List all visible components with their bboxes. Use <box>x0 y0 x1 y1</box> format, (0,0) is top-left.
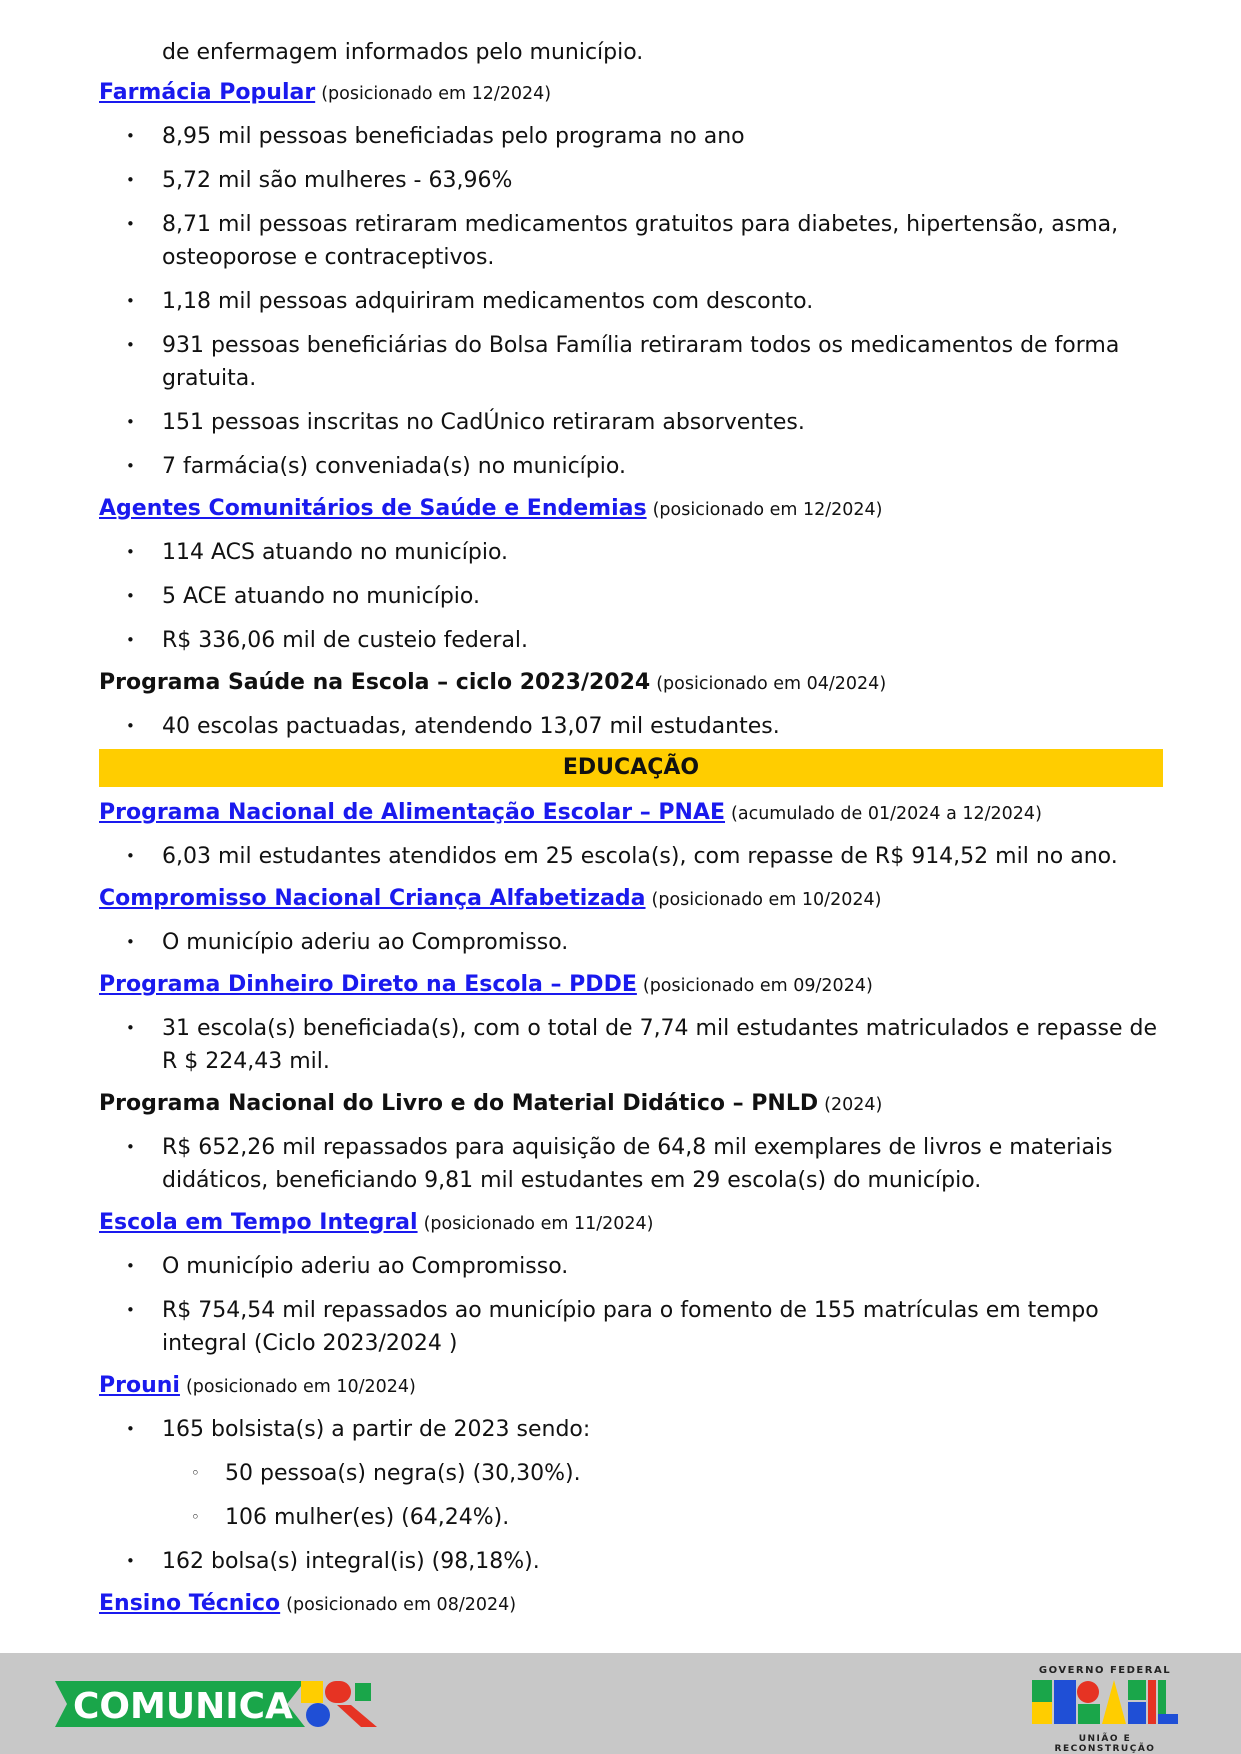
list-item: • 7 farmácia(s) conveniada(s) no município. <box>99 450 1163 483</box>
logo-red-leg <box>337 1705 377 1727</box>
section-note: (posicionado em 08/2024) <box>286 1595 517 1615</box>
logo-green-block <box>355 1683 371 1701</box>
logo-text: COMUNICA <box>73 1686 293 1727</box>
section-note: (posicionado em 12/2024) <box>321 84 552 104</box>
gov-top-text: GOVERNO FEDERAL <box>1038 1665 1172 1676</box>
continued-text: de enfermagem informados pelo município. <box>162 40 644 65</box>
link-escola-tempo-integral[interactable]: Escola em Tempo Integral <box>99 1210 418 1235</box>
link-farmacia-popular[interactable]: Farmácia Popular <box>99 80 316 105</box>
section-note: (posicionado em 10/2024) <box>651 890 882 910</box>
list-item: • 8,71 mil pessoas retiraram medicamentos gratuitos para diabetes, hipertensão, asma, osteoporose e contraceptivos. <box>99 208 1163 274</box>
bullet-list-eti <box>99 1250 1163 1360</box>
sub-list-item: ◦ 106 mulher(es) (64,24%). <box>162 1501 1163 1534</box>
bullet-list-farmacia <box>99 120 1163 483</box>
section-heading-tempo-integral <box>99 1208 1163 1239</box>
list-item: • 151 pessoas inscritas no CadÚnico retiraram absorventes. <box>99 406 1163 439</box>
section-note: (acumulado de 01/2024 a 12/2024) <box>731 804 1042 824</box>
section-band-educacao: EDUCAÇÃO <box>99 749 1163 787</box>
bullet-list-cnca <box>99 926 1163 959</box>
brasil-block <box>1128 1702 1146 1724</box>
section-heading-pdde <box>99 970 1163 1001</box>
brasil-block <box>1054 1680 1076 1724</box>
list-item: • 5,72 mil são mulheres - 63,96% <box>99 164 1163 197</box>
section-heading-agentes <box>99 494 1163 525</box>
list-item: • 1,18 mil pessoas adquiriram medicamentos com desconto. <box>99 285 1163 318</box>
list-item: • O município aderiu ao Compromisso. <box>99 926 1163 959</box>
logo-red-block <box>325 1681 351 1703</box>
section-note: (posicionado em 09/2024) <box>642 976 873 996</box>
bullet-list-agentes <box>99 536 1163 657</box>
list-item: • 40 escolas pactuadas, atendendo 13,07 mil estudantes. <box>99 710 1163 743</box>
bullet-list-pdde <box>99 1012 1163 1078</box>
brasil-block <box>1032 1680 1052 1702</box>
sub-list <box>162 1457 1163 1534</box>
link-prouni[interactable]: Prouni <box>99 1373 180 1398</box>
bullet-list-pnae <box>99 840 1163 873</box>
page-footer <box>0 1653 1241 1754</box>
list-item: • 31 escola(s) beneficiada(s), com o total de 7,74 mil estudantes matriculados e repasse de R $ 224,43 mil. <box>99 1012 1163 1078</box>
document-body <box>99 36 1163 1631</box>
section-heading-prouni <box>99 1371 1163 1402</box>
brasil-block <box>1158 1714 1178 1724</box>
list-item: • 114 ACS atuando no município. <box>99 536 1163 569</box>
bullet-list-pnld <box>99 1131 1163 1197</box>
brasil-block <box>1128 1680 1146 1700</box>
section-heading-farmacia-popular <box>99 78 1163 109</box>
comunica-br-logo <box>55 1679 385 1733</box>
section-note: (posicionado em 04/2024) <box>656 674 887 694</box>
list-item <box>99 1413 1163 1534</box>
logo-yellow-block <box>301 1681 323 1703</box>
bullet-list-prouni <box>99 1413 1163 1578</box>
brasil-block <box>1032 1702 1052 1724</box>
list-item: • R$ 336,06 mil de custeio federal. <box>99 624 1163 657</box>
section-heading-pnae <box>99 798 1163 829</box>
comunica-br-logo-graphic <box>55 1679 385 1729</box>
section-heading-ensino-tecnico <box>99 1589 1163 1620</box>
brasil-logo-graphic <box>1030 1676 1180 1728</box>
bullet-list-pse <box>99 710 1163 743</box>
sub-list-item: ◦ 50 pessoa(s) negra(s) (30,30%). <box>162 1457 1163 1490</box>
section-title: Programa Saúde na Escola – ciclo 2023/2024 <box>99 670 651 695</box>
list-item: • R$ 754,54 mil repassados ao município para o fomento de 155 matrículas em tempo integral (Ciclo 2023/2024 ) <box>99 1294 1163 1360</box>
brasil-block <box>1078 1704 1100 1724</box>
brasil-block <box>1077 1681 1099 1703</box>
governo-federal-logo <box>1030 1665 1210 1754</box>
section-note: (posicionado em 11/2024) <box>423 1214 654 1234</box>
section-note: (2024) <box>824 1095 883 1115</box>
link-crianca-alfabetizada[interactable]: Compromisso Nacional Criança Alfabetizada <box>99 886 646 911</box>
logo-blue-block <box>306 1703 330 1727</box>
link-pdde[interactable]: Programa Dinheiro Direto na Escola – PDDE <box>99 972 637 997</box>
section-heading-crianca-alfabetizada <box>99 884 1163 915</box>
list-item: • R$ 652,26 mil repassados para aquisição de 64,8 mil exemplares de livros e materiais didáticos, beneficiando 9,81 mil estudantes em 29 escola(s) do município. <box>99 1131 1163 1197</box>
section-note: (posicionado em 12/2024) <box>652 500 883 520</box>
list-item: • 8,95 mil pessoas beneficiadas pelo programa no ano <box>99 120 1163 153</box>
list-item: • 6,03 mil estudantes atendidos em 25 escola(s), com repasse de R$ 914,52 mil no ano. <box>99 840 1163 873</box>
gov-bottom-text: UNIÃO E RECONSTRUÇÃO <box>1054 1734 1156 1754</box>
section-heading-saude-escola <box>99 668 1163 699</box>
list-item: • 5 ACE atuando no município. <box>99 580 1163 613</box>
brasil-block <box>1102 1680 1126 1724</box>
list-item: • 162 bolsa(s) integral(is) (98,18%). <box>99 1545 1163 1578</box>
link-agentes-comunitarios[interactable]: Agentes Comunitários de Saúde e Endemias <box>99 496 647 521</box>
brasil-block <box>1148 1680 1156 1724</box>
section-heading-pnld <box>99 1089 1163 1120</box>
list-item: • 931 pessoas beneficiárias do Bolsa Família retiraram todos os medicamentos de forma gratuita. <box>99 329 1163 395</box>
section-title: Programa Nacional do Livro e do Material Didático – PNLD <box>99 1091 819 1116</box>
link-ensino-tecnico[interactable]: Ensino Técnico <box>99 1591 281 1616</box>
link-pnae[interactable]: Programa Nacional de Alimentação Escolar – PNAE <box>99 800 726 825</box>
list-item: • O município aderiu ao Compromisso. <box>99 1250 1163 1283</box>
list-item-text: 165 bolsista(s) a partir de 2023 sendo: <box>162 1417 591 1442</box>
section-note: (posicionado em 10/2024) <box>185 1377 416 1397</box>
